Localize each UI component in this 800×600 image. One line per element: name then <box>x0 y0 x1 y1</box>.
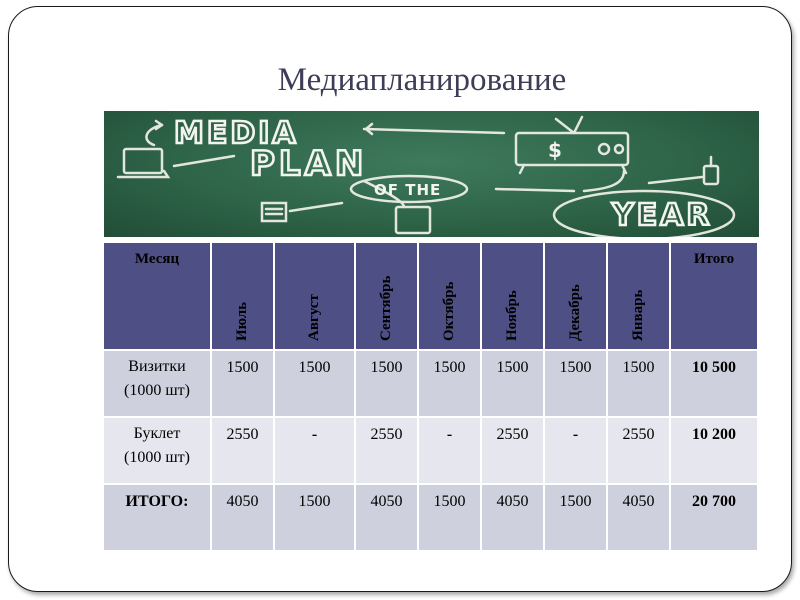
header-col-1: Июль <box>211 243 274 350</box>
table-cell: 1500 <box>481 350 544 417</box>
table-cell: 2550 <box>481 417 544 484</box>
table-cell: 1500 <box>607 350 670 417</box>
header-col-2: Август <box>274 243 355 350</box>
table-cell: 1500 <box>418 484 481 551</box>
table-cell: 1500 <box>544 350 607 417</box>
banner-media-text: MEDIA <box>174 116 299 151</box>
header-col-6: Декабрь <box>544 243 607 350</box>
banner-plan-text: PLAN <box>250 144 368 184</box>
row-total: 10 200 <box>670 417 758 484</box>
table-cell: 2550 <box>211 417 274 484</box>
media-plan-banner-image <box>104 111 759 237</box>
table-cell: - <box>418 417 481 484</box>
header-col-7: Январь <box>607 243 670 350</box>
header-col-3: Сентябрь <box>355 243 418 350</box>
table-header-row <box>104 243 758 350</box>
chalkboard-drawing <box>104 111 759 237</box>
row-label: ИТОГО: <box>104 484 211 551</box>
table-cell: 1500 <box>544 484 607 551</box>
table-row <box>104 417 758 484</box>
table-cell: 4050 <box>607 484 670 551</box>
row-label: Буклет (1000 шт) <box>104 417 211 484</box>
table-cell: 4050 <box>481 484 544 551</box>
row-total: 10 500 <box>670 350 758 417</box>
row-label: Визитки (1000 шт) <box>104 350 211 417</box>
table-cell: 4050 <box>211 484 274 551</box>
table-cell: 1500 <box>274 484 355 551</box>
table-cell: 4050 <box>355 484 418 551</box>
table-cell: 2550 <box>607 417 670 484</box>
slide-title: Медиапланирование <box>277 62 567 98</box>
media-plan-table <box>104 243 759 552</box>
table-cell: - <box>274 417 355 484</box>
banner-of-the-text: OF THE <box>374 181 442 199</box>
header-month: Месяц <box>104 243 211 350</box>
header-col-4: Октябрь <box>418 243 481 350</box>
table-row <box>104 484 758 551</box>
table-cell: - <box>544 417 607 484</box>
table-cell: 1500 <box>355 350 418 417</box>
table-cell: 1500 <box>274 350 355 417</box>
banner-year-text: YEAR <box>612 198 713 233</box>
table-cell: 1500 <box>211 350 274 417</box>
row-total: 20 700 <box>670 484 758 551</box>
table-row <box>104 350 758 417</box>
table-cell: 1500 <box>418 350 481 417</box>
dollar-icon: $ <box>548 138 562 162</box>
header-col-5: Ноябрь <box>481 243 544 350</box>
header-total: Итого <box>670 243 758 350</box>
table-cell: 2550 <box>355 417 418 484</box>
